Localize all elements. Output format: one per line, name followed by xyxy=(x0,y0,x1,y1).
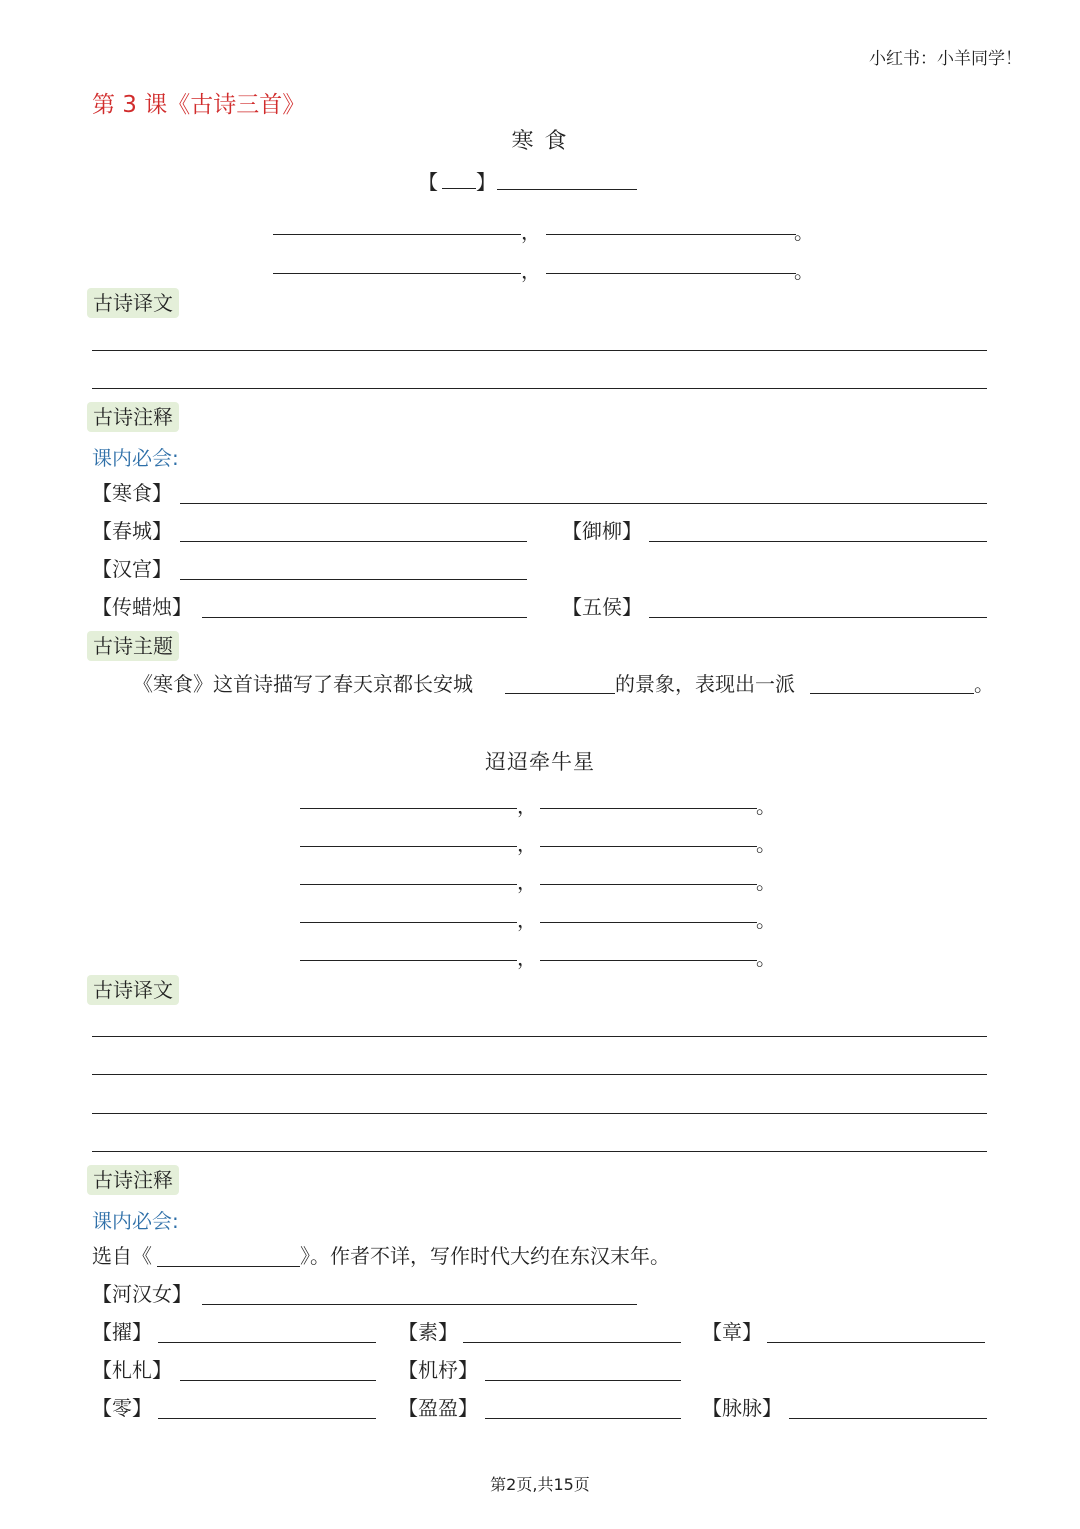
gloss-hangong-label: 【汉宫】 xyxy=(92,557,172,581)
source-text-part2: 》。作者不详，写作时代大约在东汉末年。 xyxy=(300,1244,670,1268)
comma: ， xyxy=(521,220,541,244)
gloss-hehannv-label: 【河汉女】 xyxy=(92,1282,192,1306)
poem2-line5-b[interactable] xyxy=(540,960,757,961)
gloss-yingying-blank[interactable] xyxy=(485,1418,681,1419)
page-number: 第2页,共15页 xyxy=(490,1475,590,1494)
period: 。 xyxy=(794,220,814,244)
gloss-zhang-label: 【章】 xyxy=(702,1320,762,1344)
gloss-jizhu-label: 【机杼】 xyxy=(398,1358,478,1382)
poem2-translation-line2[interactable] xyxy=(92,1074,987,1075)
period: 。 xyxy=(756,870,776,894)
gloss-zhazha-label: 【札札】 xyxy=(92,1358,172,1382)
poem2-line1-b[interactable] xyxy=(540,808,757,809)
gloss-wuhou-label: 【五侯】 xyxy=(562,595,642,619)
poem1-notes-heading: 古诗注释 xyxy=(87,402,179,432)
poem2-must-know: 课内必会: xyxy=(92,1209,179,1233)
comma: ， xyxy=(517,870,537,894)
gloss-zhang-blank[interactable] xyxy=(767,1342,985,1343)
poem1-bracket-left: 【 xyxy=(418,170,438,194)
poem1-translation-heading: 古诗译文 xyxy=(87,288,179,318)
comma: ， xyxy=(517,832,537,856)
gloss-chuanlazhu-blank[interactable] xyxy=(202,617,527,618)
period: 。 xyxy=(756,908,776,932)
comma: ， xyxy=(517,946,537,970)
theme-blank-2[interactable] xyxy=(810,693,974,694)
source-text-part1: 选自《 xyxy=(92,1244,152,1268)
poem2-notes-heading: 古诗注释 xyxy=(87,1165,179,1195)
gloss-wuhou-blank[interactable] xyxy=(649,617,987,618)
gloss-yingying-label: 【盈盈】 xyxy=(398,1396,478,1420)
poem1-line2-b[interactable] xyxy=(546,273,796,274)
comma: ， xyxy=(517,908,537,932)
gloss-su-blank[interactable] xyxy=(463,1342,681,1343)
gloss-hangong-blank[interactable] xyxy=(180,579,527,580)
comma: ， xyxy=(517,794,537,818)
gloss-hehannv-blank[interactable] xyxy=(202,1304,637,1305)
source-book-blank[interactable] xyxy=(157,1266,300,1267)
poem1-theme-heading: 古诗主题 xyxy=(87,631,179,661)
poem2-translation-line4[interactable] xyxy=(92,1151,987,1152)
poem2-translation-line3[interactable] xyxy=(92,1113,987,1114)
poem1-line1-a[interactable] xyxy=(273,234,521,235)
gloss-jizhu-blank[interactable] xyxy=(485,1380,681,1381)
period: 。 xyxy=(794,259,814,283)
poem2-line5-a[interactable] xyxy=(300,960,517,961)
poem1-bracket-right: 】 xyxy=(476,170,496,194)
poem2-line1-a[interactable] xyxy=(300,808,517,809)
gloss-zhuo-blank[interactable] xyxy=(158,1342,376,1343)
gloss-momo-label: 【脉脉】 xyxy=(702,1396,782,1420)
poem2-line3-b[interactable] xyxy=(540,884,757,885)
poem2-line3-a[interactable] xyxy=(300,884,517,885)
gloss-ling-label: 【零】 xyxy=(92,1396,152,1420)
gloss-su-label: 【素】 xyxy=(398,1320,458,1344)
poem1-translation-line2[interactable] xyxy=(92,388,987,389)
source-label: 小红书：小羊同学！ xyxy=(869,49,1022,69)
gloss-chuncheng-blank[interactable] xyxy=(180,541,527,542)
poem2-line4-b[interactable] xyxy=(540,922,757,923)
poem1-dynasty-blank[interactable] xyxy=(442,188,476,189)
gloss-yuliu-blank[interactable] xyxy=(649,541,987,542)
gloss-yuliu-label: 【御柳】 xyxy=(562,519,642,543)
period: 。 xyxy=(756,832,776,856)
poem1-line2-a[interactable] xyxy=(273,273,521,274)
lesson-title: 第 3 课《古诗三首》 xyxy=(92,92,306,118)
poem1-title: 寒 食 xyxy=(511,129,569,154)
poem1-must-know: 课内必会: xyxy=(92,446,179,470)
poem2-line4-a[interactable] xyxy=(300,922,517,923)
gloss-chuanlazhu-label: 【传蜡烛】 xyxy=(92,595,192,619)
theme-text-part3: 。 xyxy=(974,672,994,696)
gloss-hanshi-blank[interactable] xyxy=(180,503,987,504)
period: 。 xyxy=(756,794,776,818)
poem2-translation-line1[interactable] xyxy=(92,1036,987,1037)
poem2-line2-b[interactable] xyxy=(540,846,757,847)
poem1-translation-line1[interactable] xyxy=(92,350,987,351)
theme-text-part2: 的景象，表现出一派 xyxy=(615,672,795,696)
theme-blank-1[interactable] xyxy=(505,693,615,694)
theme-text-part1: 《寒食》这首诗描写了春天京都长安城 xyxy=(133,672,473,696)
poem2-line2-a[interactable] xyxy=(300,846,517,847)
gloss-hanshi-label: 【寒食】 xyxy=(92,481,172,505)
gloss-zhazha-blank[interactable] xyxy=(180,1380,376,1381)
poem1-author-blank[interactable] xyxy=(497,189,637,190)
gloss-chuncheng-label: 【春城】 xyxy=(92,519,172,543)
period: 。 xyxy=(756,946,776,970)
gloss-zhuo-label: 【擢】 xyxy=(92,1320,152,1344)
gloss-ling-blank[interactable] xyxy=(158,1418,376,1419)
poem2-title: 迢迢牵牛星 xyxy=(485,750,595,774)
poem1-line1-b[interactable] xyxy=(546,234,796,235)
gloss-momo-blank[interactable] xyxy=(789,1418,987,1419)
poem2-translation-heading: 古诗译文 xyxy=(87,975,179,1005)
comma: ， xyxy=(521,259,541,283)
